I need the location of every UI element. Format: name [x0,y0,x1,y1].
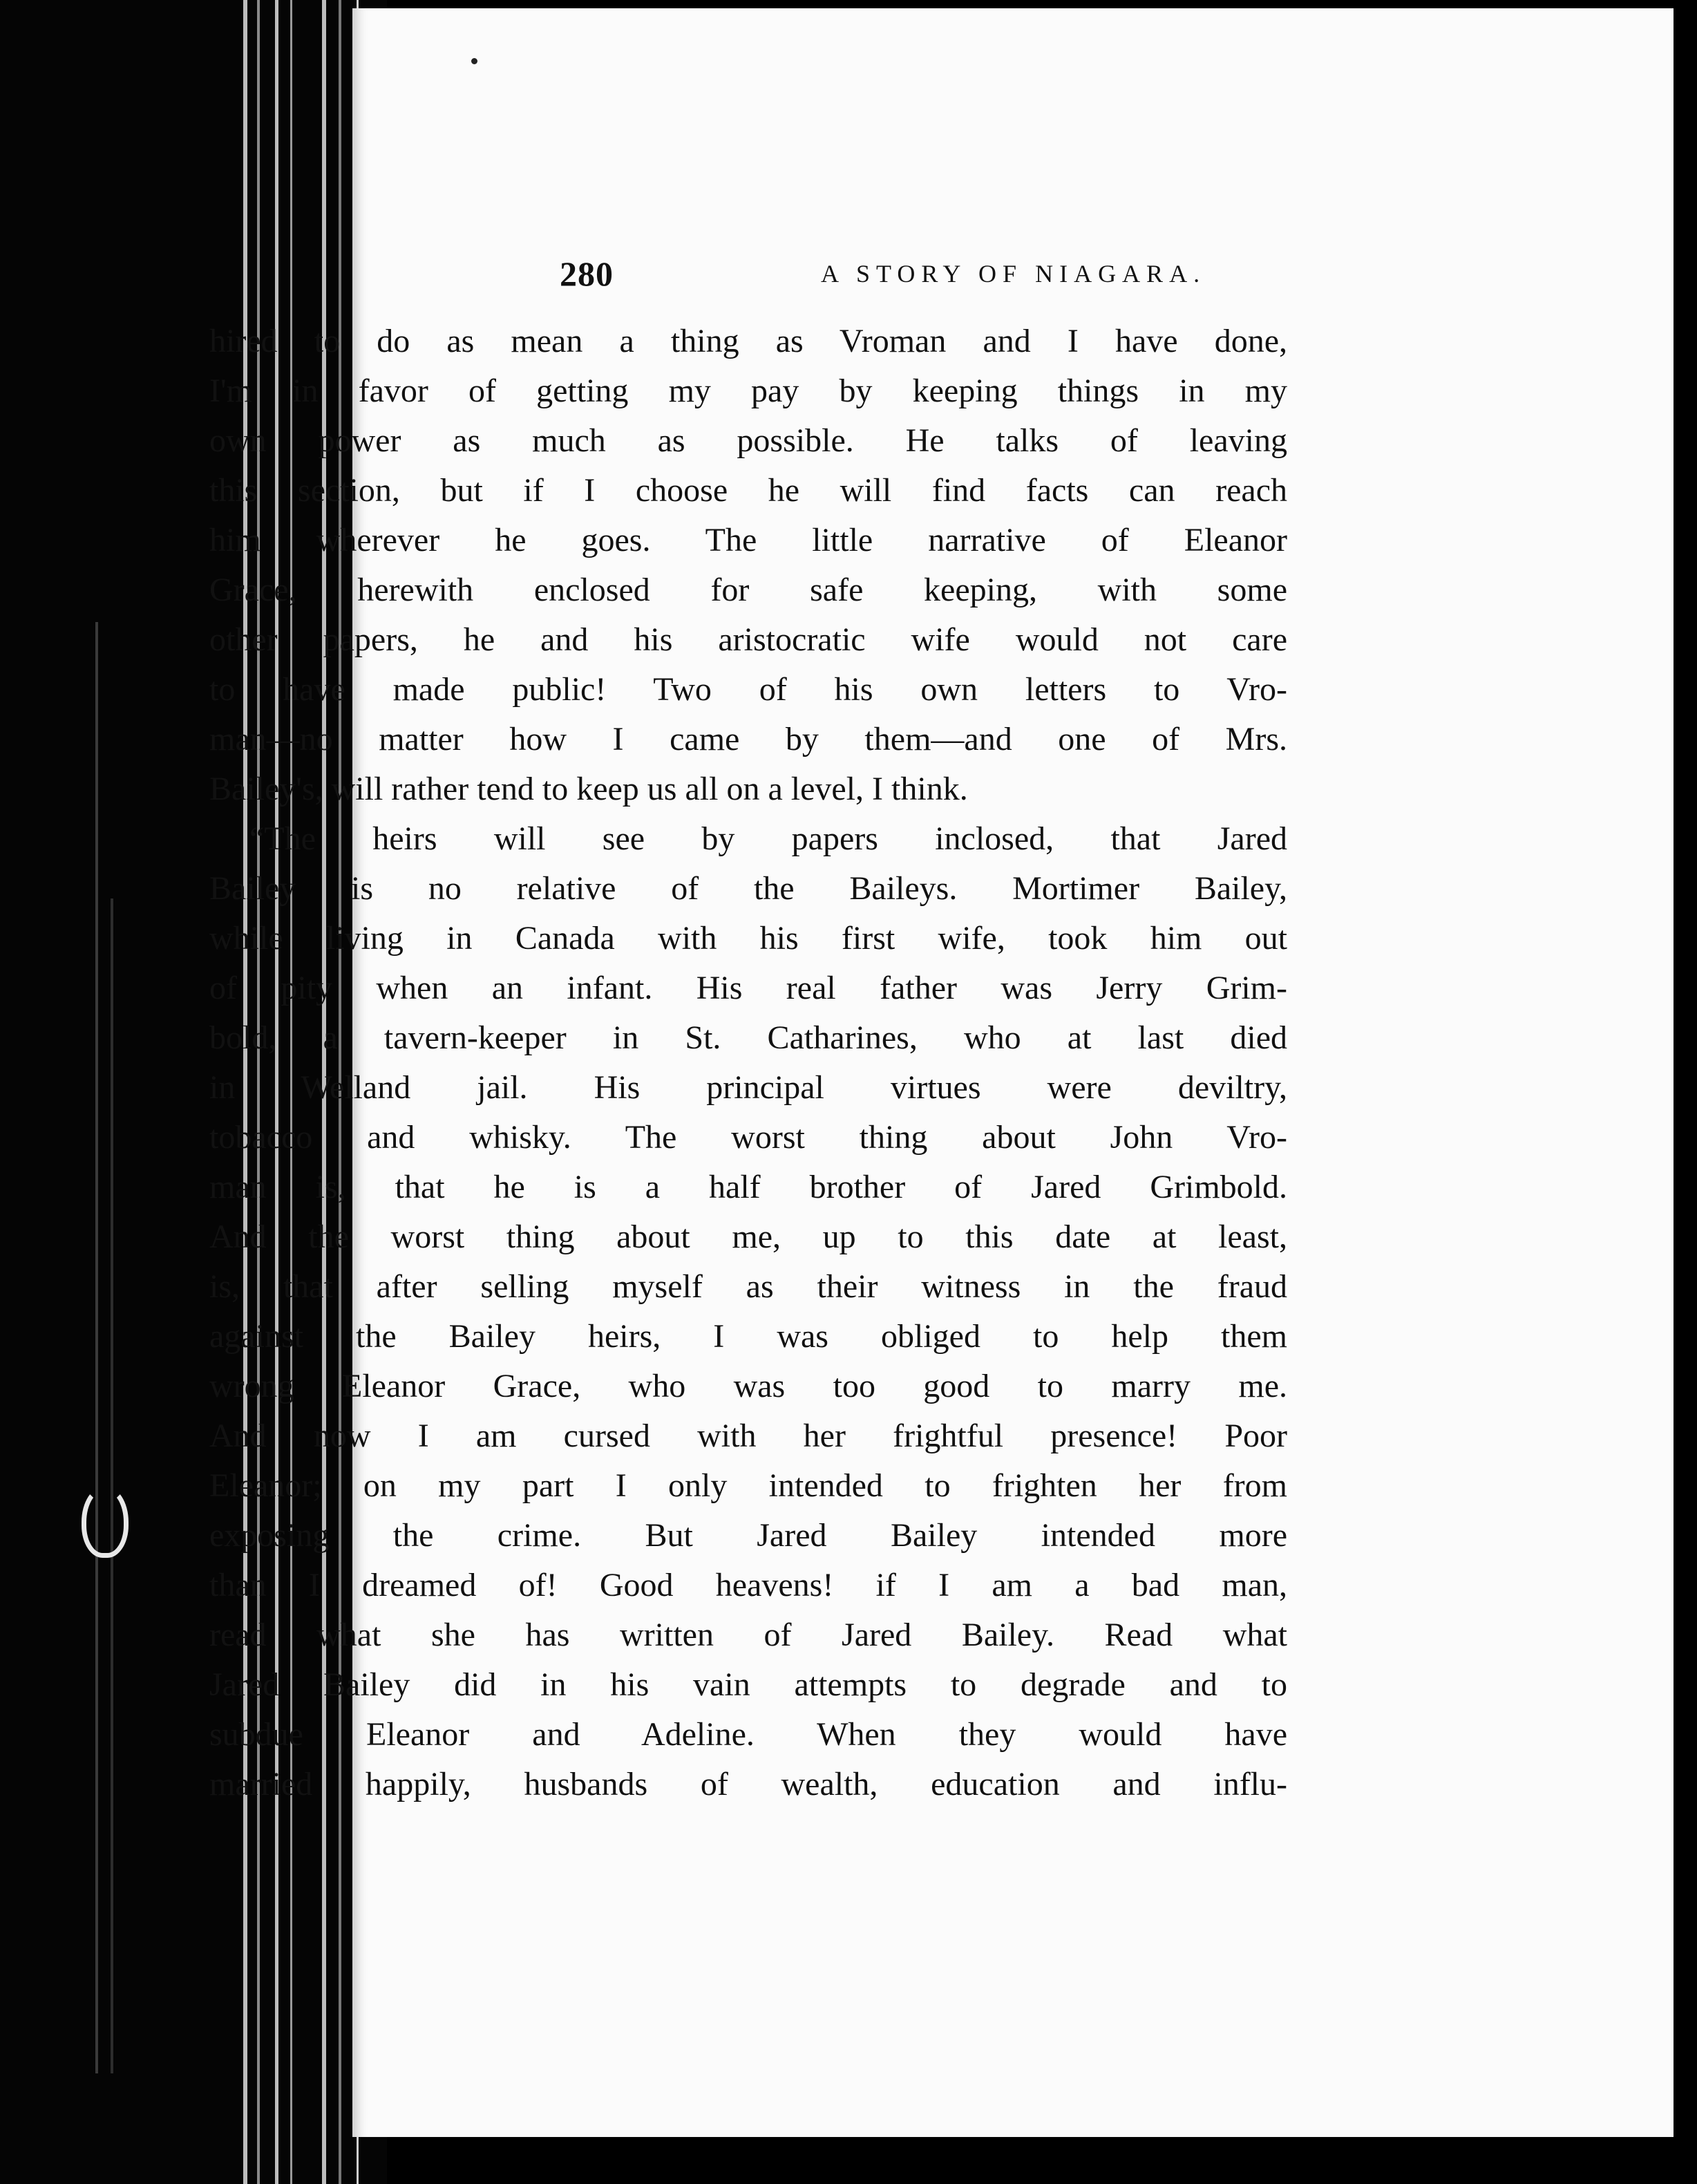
text-line: to have made public! Two of his own letters to Vro- [209,671,1287,708]
text-line: wrong Eleanor Grace, who was too good to marry me. [209,1368,1287,1404]
text-line: man—no matter how I came by them—and one of Mrs. [209,721,1287,757]
text-line: man is, that he is a half brother of Jared Grimbold. [209,1169,1287,1205]
text-line: Bailey's, will rather tend to keep us all on a level, I think. [209,771,968,807]
page-number: 280 [560,254,614,293]
text-line: Eleanor; on my part I only intended to frighten her from [209,1467,1287,1504]
text-line: read what she has written of Jared Bailey. Read what [209,1617,1287,1653]
text-line: in Welland jail. His principal virtues were deviltry, [209,1069,1287,1106]
paragraph-1 [209,317,1315,814]
text-line: this section, but if I choose he will find facts can reach [209,472,1287,509]
text-line: And now I am cursed with her frightful presence! Poor [209,1418,1287,1454]
text-line: Jared Bailey did in his vain attempts to degrade and to [209,1666,1287,1703]
text-line: “The heirs will see by papers inclosed, that Jared [249,820,1287,857]
body-text [209,317,1315,1809]
text-line: than I dreamed of! Good heavens! if I am a bad man, [209,1567,1287,1603]
text-line: subdue Eleanor and Adeline. When they would have [209,1716,1287,1753]
text-line: while living in Canada with his first wife, took him out [209,920,1287,957]
text-line: other papers, he and his aristocratic wife would not care [209,621,1287,658]
text-line: him wherever he goes. The little narrative of Eleanor [209,522,1287,558]
text-line: is, that after selling myself as their witness in the fraud [209,1268,1287,1305]
text-line: bold, a tavern-keeper in St. Catharines, who at last died [209,1019,1287,1056]
text-line: Bailey is no relative of the Baileys. Mortimer Bailey, [209,870,1287,907]
text-line: And the worst thing about me, up to this date at least, [209,1218,1287,1255]
running-title: A STORY OF NIAGARA. [821,260,1206,288]
text-line: hired to do as mean a thing as Vroman and I have done, [209,323,1287,359]
text-line: exposing the crime. But Jared Bailey intended more [209,1517,1287,1554]
text-line: married happily, husbands of wealth, education and influ- [209,1766,1287,1802]
stray-ink-mark [82,1486,129,1558]
text-line: of pity when an infant. His real father was Jerry Grim- [209,970,1287,1006]
text-line: against the Bailey heirs, I was obliged to help them [209,1318,1287,1355]
text-line: I'm in favor of getting my pay by keeping things in my [209,373,1287,409]
ink-speck [471,58,477,64]
text-line: own power as much as possible. He talks of leaving [209,422,1287,459]
text-line: Grace, herewith enclosed for safe keeping, with some [209,572,1287,608]
gutter-thread [95,622,98,2073]
running-head [560,254,1651,302]
text-line: tobacco and whisky. The worst thing about John Vro- [209,1119,1287,1156]
gutter-thread [111,898,113,2073]
paragraph-2 [209,814,1315,1809]
